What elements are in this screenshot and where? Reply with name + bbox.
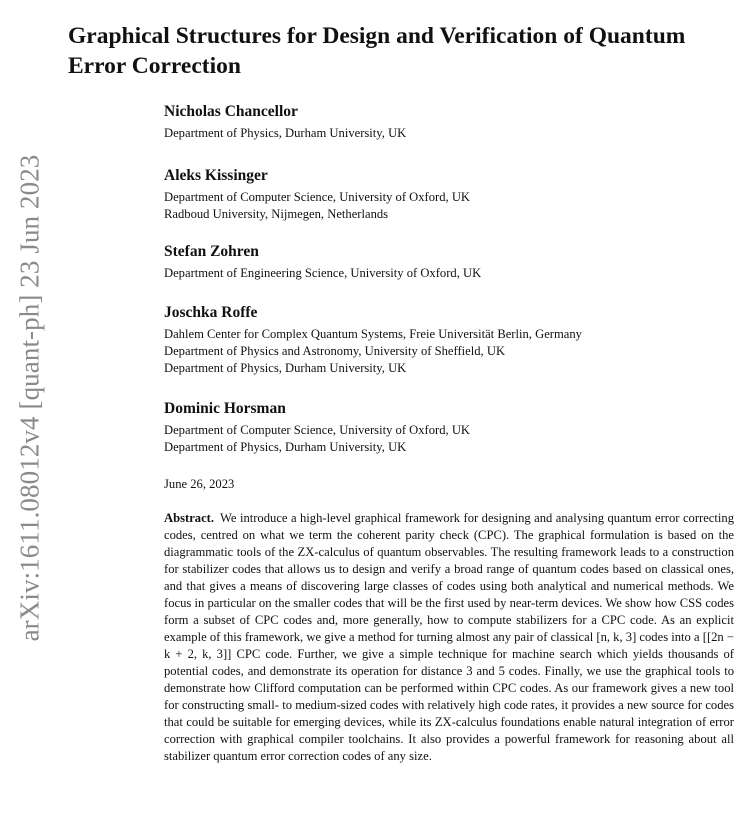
author-affiliation: Department of Physics, Durham University, UK bbox=[164, 361, 407, 375]
paper-title: Graphical Structures for Design and Verification of Quantum Error Correction bbox=[68, 23, 686, 79]
abstract-label: Abstract. bbox=[164, 511, 215, 525]
abstract-text: We introduce a high-level graphical framework for designing and analysing quantum error correcting codes, centred on what we term the coherent parity check (CPC). The graphical formulation is based on the diagrammatic tools of the ZX-calculus of quantum observables. The resulting framework leads to a construction for stabilizer codes that allows us to design and verify a broad range of quantum codes based on classical ones, and that gives a means of discovering large classes of codes using both analytical and numerical methods. We focus in particular on the smaller codes that will be the first used by near-term devices. We show how CSS codes form a subset of CPC codes and, more generally, how to compute stabilizers for a CPC code. As an explicit example of this framework, we give a method for turning almost any pair of classical [n, k, 3] codes into a [[2n − k + 2, k, 3]] CPC code. Further, we give a simple technique for machine search which yields thousands of potential codes, and demonstrate its operation for distance 3 and 5 codes. Finally, we use the graphical tools to demonstrate how Clifford computation can be performed within CPC codes. As our framework gives a new tool for constructing small- to medium-sized codes with relatively high code rates, it provides a new source for codes that could be suitable for emerging devices, while its ZX-calculus foundations enable natural integration of error correction with graphical compiler toolchains. It also provides a powerful framework for reasoning about all stabilizer quantum error correction codes of any size. bbox=[164, 511, 734, 763]
abstract bbox=[164, 510, 734, 765]
author-block bbox=[164, 399, 734, 456]
author-affiliation: Department of Physics, Durham University, UK bbox=[164, 440, 407, 454]
author-block bbox=[164, 102, 734, 142]
publication-date: June 26, 2023 bbox=[164, 477, 235, 491]
author-block bbox=[164, 242, 734, 282]
author-affiliation: Department of Physics and Astronomy, University of Sheffield, UK bbox=[164, 344, 506, 358]
author-name: Nicholas Chancellor bbox=[164, 103, 298, 120]
author-affiliation: Department of Physics, Durham University, UK bbox=[164, 126, 407, 140]
author-name: Stefan Zohren bbox=[164, 243, 259, 260]
author-name: Aleks Kissinger bbox=[164, 167, 268, 184]
author-name: Joschka Roffe bbox=[164, 304, 258, 321]
author-block bbox=[164, 166, 734, 223]
author-affiliation: Department of Computer Science, University of Oxford, UK bbox=[164, 423, 471, 437]
author-affiliation: Department of Computer Science, University of Oxford, UK bbox=[164, 190, 471, 204]
arxiv-identifier-text: arXiv:1611.08012v4 [quant-ph] 23 Jun 2023 bbox=[14, 154, 45, 642]
author-block bbox=[164, 303, 734, 377]
paper-front-matter bbox=[164, 102, 734, 765]
author-affiliation: Radboud University, Nijmegen, Netherlands bbox=[164, 207, 389, 221]
author-affiliation: Department of Engineering Science, University of Oxford, UK bbox=[164, 266, 482, 280]
author-name: Dominic Horsman bbox=[164, 400, 286, 417]
author-affiliation: Dahlem Center for Complex Quantum Systems, Freie Universität Berlin, Germany bbox=[164, 327, 582, 341]
arxiv-identifier-stamp bbox=[0, 0, 60, 830]
